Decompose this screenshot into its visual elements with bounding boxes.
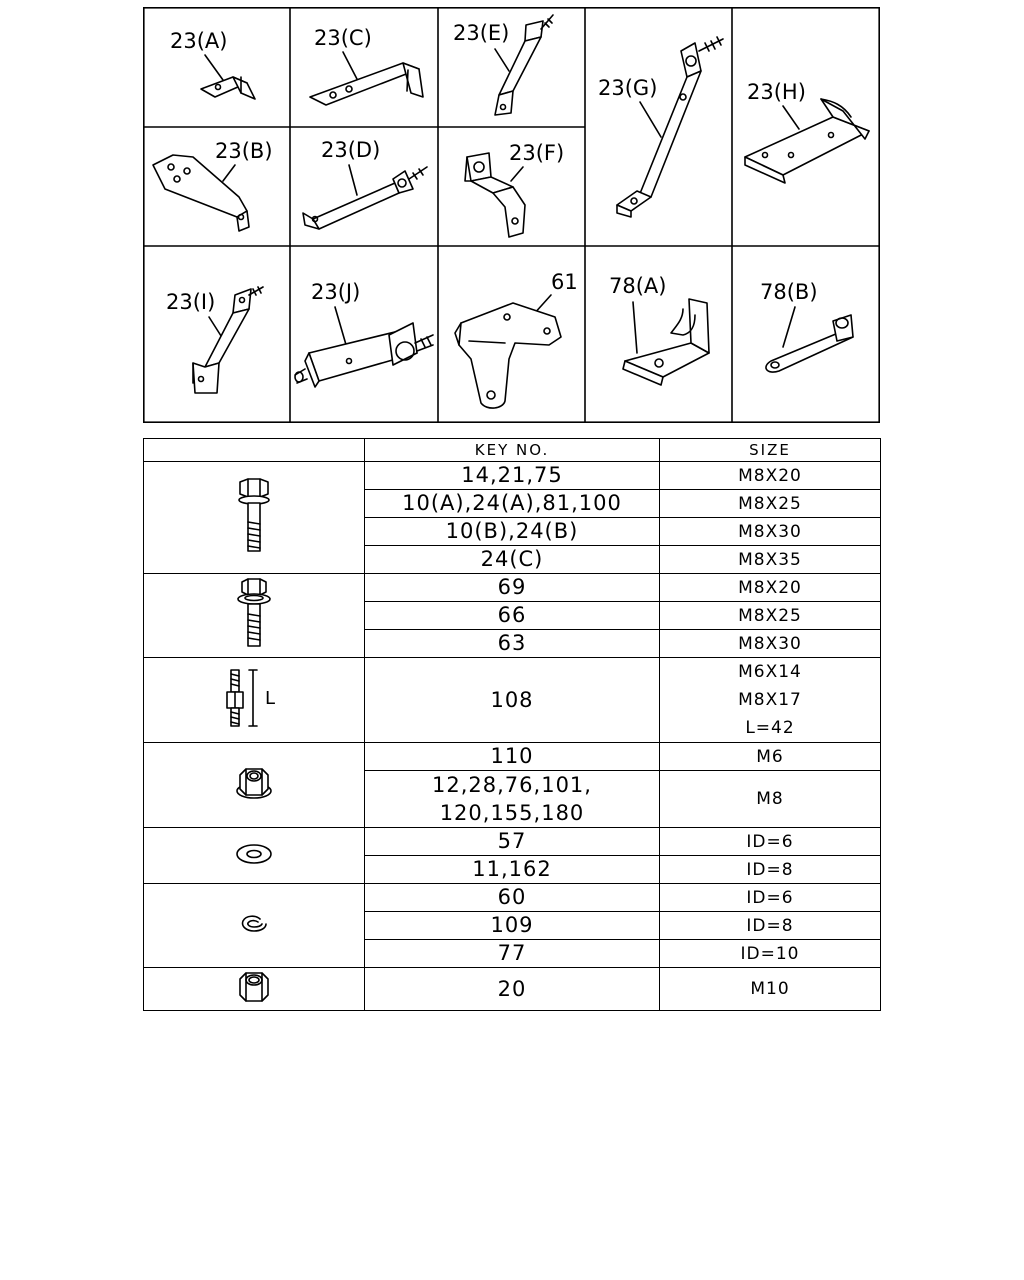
part-23h bbox=[745, 80, 869, 183]
part-61 bbox=[455, 270, 578, 408]
part-23d bbox=[303, 138, 427, 229]
flat-washer-icon bbox=[234, 842, 274, 866]
part-23f bbox=[465, 141, 564, 237]
part-23i bbox=[166, 287, 263, 393]
key-no-cell: 10(B),24(B) bbox=[365, 518, 660, 546]
part-23c-label: 23(C) bbox=[314, 26, 372, 50]
key-no-cell: 20 bbox=[365, 968, 660, 1011]
washer-bolt-cell bbox=[144, 574, 365, 658]
part-23h-label: 23(H) bbox=[747, 80, 806, 104]
part-23g-label: 23(G) bbox=[598, 76, 658, 100]
part-23c bbox=[310, 26, 423, 105]
key-no-cell: 11,162 bbox=[365, 856, 660, 884]
part-23f-label: 23(F) bbox=[509, 141, 565, 165]
key-no-cell: 109 bbox=[365, 912, 660, 940]
part-23j bbox=[295, 280, 433, 387]
key-line: 12,28,76,101, bbox=[432, 773, 592, 797]
hex-nut-cell bbox=[144, 968, 365, 1011]
key-no-cell: 10(A),24(A),81,100 bbox=[365, 490, 660, 518]
size-cell: ID=6 bbox=[660, 884, 881, 912]
clip-icon bbox=[236, 912, 272, 936]
flange-bolt-icon bbox=[234, 478, 274, 554]
key-no-cell: 63 bbox=[365, 630, 660, 658]
size-cell: M8X25 bbox=[660, 490, 881, 518]
size-cell: M6 bbox=[660, 743, 881, 771]
flat-washer-cell bbox=[144, 828, 365, 884]
size-cell: M8X30 bbox=[660, 518, 881, 546]
key-no-cell: 110 bbox=[365, 743, 660, 771]
part-78a-label: 78(A) bbox=[609, 274, 667, 298]
stud-bolt-cell bbox=[144, 658, 365, 743]
part-78b bbox=[760, 280, 853, 372]
part-23a bbox=[170, 29, 255, 99]
part-78b-label: 78(B) bbox=[760, 280, 818, 304]
table-row bbox=[144, 884, 881, 912]
key-no-cell: 24(C) bbox=[365, 546, 660, 574]
size-cell: M10 bbox=[660, 968, 881, 1011]
size-cell bbox=[660, 658, 881, 743]
size-cell: M8X20 bbox=[660, 462, 881, 490]
header-size: SIZE bbox=[660, 439, 881, 462]
key-no-cell: 108 bbox=[365, 658, 660, 743]
key-no-cell: 69 bbox=[365, 574, 660, 602]
size-cell: ID=8 bbox=[660, 856, 881, 884]
header-key-no: KEY NO. bbox=[365, 439, 660, 462]
size-line: M8X17 bbox=[738, 690, 802, 710]
stud-bolt-icon bbox=[209, 666, 299, 730]
header-icon-cell bbox=[144, 439, 365, 462]
table-row bbox=[144, 462, 881, 490]
size-line: M6X14 bbox=[738, 662, 802, 682]
hex-nut-icon bbox=[234, 970, 274, 1004]
part-23i-label: 23(I) bbox=[166, 290, 216, 314]
part-23b bbox=[153, 139, 273, 231]
size-cell: ID=6 bbox=[660, 828, 881, 856]
flange-nut-icon bbox=[234, 765, 274, 801]
key-no-cell: 66 bbox=[365, 602, 660, 630]
size-line: L=42 bbox=[745, 718, 795, 738]
part-23e bbox=[453, 15, 553, 115]
part-23d-label: 23(D) bbox=[321, 138, 381, 162]
size-cell: ID=10 bbox=[660, 940, 881, 968]
key-no-cell: 14,21,75 bbox=[365, 462, 660, 490]
part-23g bbox=[598, 37, 723, 217]
table-header-row bbox=[144, 439, 881, 462]
stud-length-label: L bbox=[265, 688, 276, 709]
key-line: 120,155,180 bbox=[439, 801, 585, 825]
table-row bbox=[144, 828, 881, 856]
size-cell: M8X30 bbox=[660, 630, 881, 658]
table-row bbox=[144, 968, 881, 1011]
key-no-cell: 60 bbox=[365, 884, 660, 912]
size-cell: M8X35 bbox=[660, 546, 881, 574]
size-cell: ID=8 bbox=[660, 912, 881, 940]
parts-grid bbox=[143, 7, 880, 423]
size-cell: M8 bbox=[660, 771, 881, 828]
flange-nut-cell bbox=[144, 743, 365, 828]
part-61-label: 61 bbox=[551, 270, 578, 294]
table-row bbox=[144, 658, 881, 743]
size-cell: M8X25 bbox=[660, 602, 881, 630]
size-cell: M8X20 bbox=[660, 574, 881, 602]
part-23e-label: 23(E) bbox=[453, 21, 510, 45]
clip-cell bbox=[144, 884, 365, 968]
table-row bbox=[144, 743, 881, 771]
flange-bolt-cell bbox=[144, 462, 365, 574]
washer-bolt-icon bbox=[234, 578, 274, 650]
part-23j-label: 23(J) bbox=[311, 280, 361, 304]
fastener-table bbox=[143, 438, 881, 1011]
key-no-cell bbox=[365, 771, 660, 828]
part-23a-label: 23(A) bbox=[170, 29, 228, 53]
key-no-cell: 77 bbox=[365, 940, 660, 968]
part-78a bbox=[609, 274, 709, 385]
table-row bbox=[144, 574, 881, 602]
part-23b-label: 23(B) bbox=[215, 139, 273, 163]
key-no-cell: 57 bbox=[365, 828, 660, 856]
